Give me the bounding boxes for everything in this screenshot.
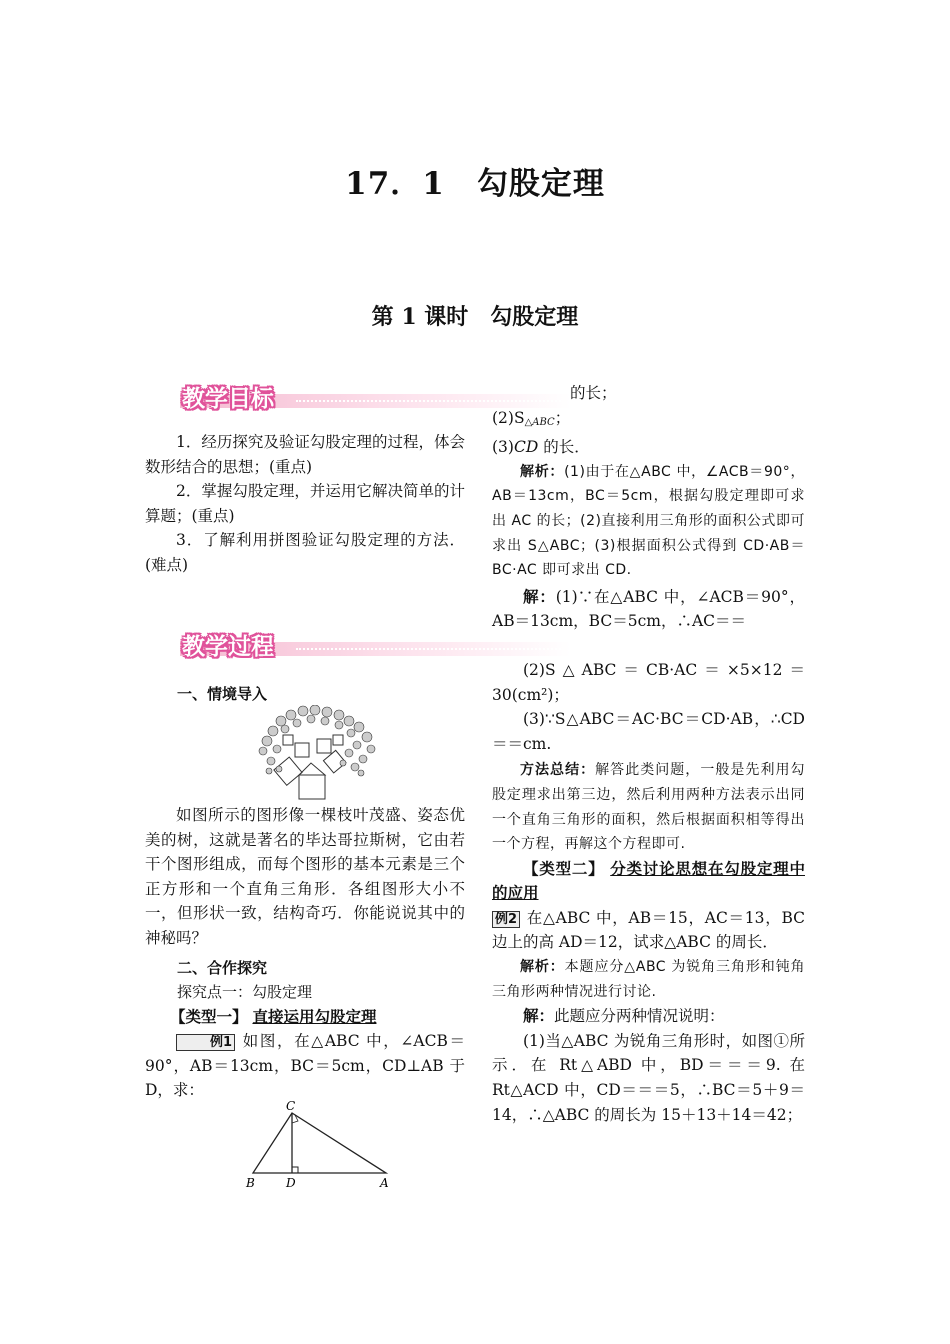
section-heading: 一、情境导入 <box>177 685 268 703</box>
type1-heading <box>170 1005 470 1030</box>
goals-list <box>145 430 465 578</box>
question-3: (3)CD 的长． <box>492 438 590 457</box>
solution-1c: (3)∵S△ABC＝AC·BC＝CD·AB，∴CD＝＝cm. <box>492 710 805 753</box>
type2-heading <box>492 857 805 906</box>
example-tag: 例1 <box>176 1034 235 1051</box>
banner-label: 教学目标 <box>182 386 274 412</box>
example-tag: 例2 <box>492 911 520 928</box>
analysis-2: 解析：本题应分△ABC 为锐角三角形和钝角三角形两种情况进行讨论. <box>492 959 806 1000</box>
example1 <box>145 1029 465 1103</box>
banner-label: 教学过程 <box>182 634 274 660</box>
intro-text: 如图所示的图形像一棵枝叶茂盛、姿态优美的树，这就是著名的毕达哥拉斯树，它由若干个图形组成，而每个图形的基本元素是三个正方形和一个直角三角形．各组图形大小不一，但形状一致，结构奇巧．你能说说其中的神秘吗？ <box>145 806 465 947</box>
intro-paragraph <box>145 803 465 951</box>
label-b: B <box>246 1176 255 1190</box>
exploration-point: 探究点一：勾股定理 <box>177 983 313 1001</box>
goal-item: 2．掌握勾股定理，并运用它解决简单的计算题；(重点) <box>145 482 465 525</box>
right-column <box>492 381 805 1127</box>
goal-item: 1．经历探究及验证勾股定理的过程，体会数形结合的思想；(重点) <box>145 433 465 476</box>
solution-2-intro: 解：此题应分两种情况说明： <box>523 1007 725 1026</box>
type-bracket: 【类型一】 <box>170 1008 248 1026</box>
example-text: 如图，在△ABC 中，∠ACB＝90°，AB＝13cm，BC＝5cm，CD⊥AB 于 D，求： <box>145 1032 465 1100</box>
continued-text: 的长； <box>570 384 617 402</box>
goal-item: 3．了解利用拼图验证勾股定理的方法．(难点) <box>145 531 465 574</box>
example2 <box>492 906 805 955</box>
label-c: C <box>286 1099 296 1113</box>
question-2: $(2)S_{\triangle ABC}$； <box>492 408 571 428</box>
example-text: 在△ABC 中，AB＝15，AC＝13，BC 边上的高 AD＝12，试求△ABC 的周长． <box>492 908 805 952</box>
type-title: 直接运用勾股定理 <box>252 1008 377 1026</box>
solution-1a: 解：(1)∵在△ABC 中，∠ACB＝90°，AB＝13cm，BC＝5cm，∴AC＝＝ <box>492 587 805 631</box>
solution-1b: (2)S△ABC＝CB·AC＝×5×12＝30(cm²)； <box>492 660 805 704</box>
method-summary: 方法总结：解答此类问题，一般是先利用勾股定理求出第三边，然后利用两种方法表示出同一个直角三角形的面积，然后根据面积相等得出一个方程，再解这个方程即可. <box>492 762 806 853</box>
triangle-figure <box>238 1095 398 1195</box>
type-title: 分类讨论思想在勾股定理中的应用 <box>492 859 805 903</box>
label-d: D <box>286 1176 296 1190</box>
pythagoras-tree-image <box>253 705 381 801</box>
label-a: A <box>380 1176 389 1190</box>
analysis-1: 解析：(1)由于在△ABC 中，∠ACB＝90°，AB＝13cm，BC＝5cm，根据勾股定理即可求出 AC 的长；(2)直接利用三角形的面积公式即可求出 S△ABC；(3)根据面积公式得到 CD·AB＝BC·AC 即可求出 CD. <box>492 463 805 579</box>
chapter-title: 17．1 勾股定理 <box>345 166 605 202</box>
type-bracket: 【类型二】 <box>523 859 605 878</box>
section-heading: 二、合作探究 <box>177 959 268 977</box>
lesson-title: 第 1 课时 勾股定理 <box>371 304 579 330</box>
solution-2-text: (1)当△ABC 为锐角三角形时，如图①所示．在 Rt△ABD 中，BD＝＝＝9. 在Rt△ACD 中，CD＝＝＝5，∴BC＝5＋9＝14，∴△ABC 的周长为 15＋13＋14＝42； <box>492 1031 805 1124</box>
